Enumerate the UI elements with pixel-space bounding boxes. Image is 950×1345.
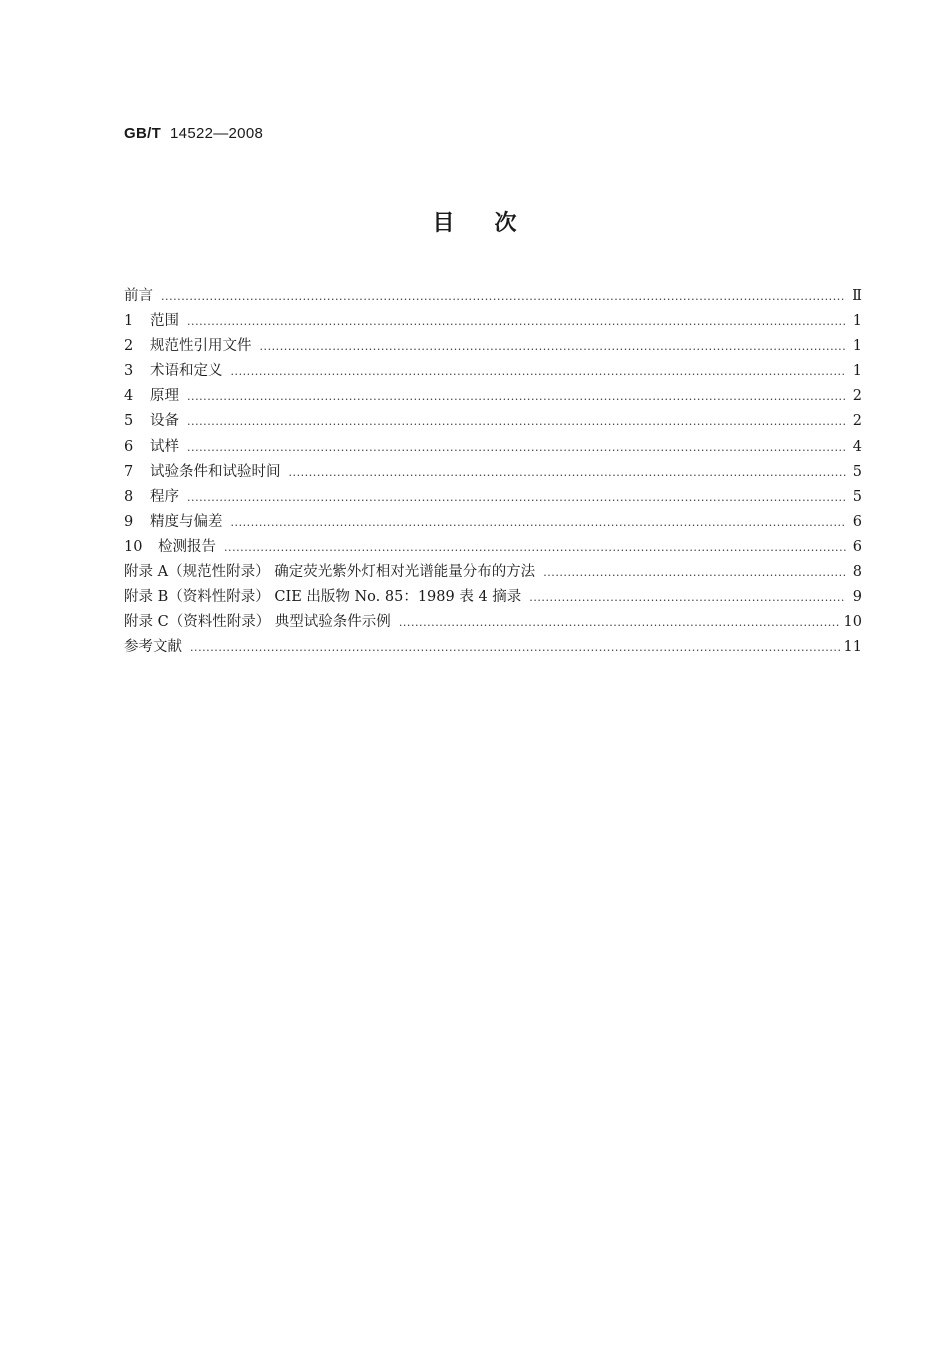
- toc-entry-1[interactable]: [124, 309, 862, 334]
- toc-entry-label: 设备: [150, 413, 179, 430]
- toc-dot-leader: [187, 388, 846, 404]
- toc-entry-number: 7: [124, 463, 134, 480]
- toc-entry-label: 规范性引用文件: [150, 338, 252, 355]
- standard-code: [124, 125, 263, 142]
- toc-entry-bibliography[interactable]: [124, 635, 862, 660]
- toc-entry-annex-a[interactable]: [124, 560, 862, 585]
- toc-entry-5[interactable]: [124, 409, 862, 434]
- toc-entry-page: 4: [852, 438, 862, 455]
- toc-entry-page: 6: [852, 513, 862, 530]
- toc-dot-leader: [543, 564, 846, 580]
- toc-entry-label: 程序: [150, 488, 179, 505]
- toc-entry-number: 4: [124, 388, 134, 405]
- standard-number: 14522—2008: [170, 125, 264, 142]
- toc-dot-leader: [187, 439, 846, 455]
- toc-entry-label: 精度与偏差: [150, 513, 223, 530]
- toc-entry-page: 11: [843, 639, 862, 656]
- toc-entry-number: 5: [124, 413, 134, 430]
- toc-dot-leader: [187, 313, 846, 329]
- toc-entry-page: 2: [852, 413, 862, 430]
- toc-entry-page: 10: [843, 614, 862, 631]
- toc-entry-page: 1: [852, 313, 862, 330]
- toc-list: [124, 284, 862, 660]
- toc-dot-leader: [529, 589, 846, 605]
- toc-entry-label: 原理: [150, 388, 179, 405]
- toc-entry-label: 术语和定义: [150, 363, 223, 380]
- toc-entry-8[interactable]: [124, 485, 862, 510]
- standard-prefix: GB/T: [124, 125, 162, 142]
- toc-entry-6[interactable]: [124, 435, 862, 460]
- toc-entry-label: 附录 A（规范性附录） 确定荧光紫外灯相对光谱能量分布的方法: [124, 564, 536, 581]
- toc-entry-label: 试验条件和试验时间: [150, 463, 281, 480]
- toc-entry-page: 1: [852, 363, 862, 380]
- toc-dot-leader: [399, 614, 840, 630]
- toc-entry-10[interactable]: [124, 535, 862, 560]
- toc-entry-annex-b[interactable]: [124, 585, 862, 610]
- toc-dot-leader: [187, 489, 846, 505]
- toc-entry-page: Ⅱ: [852, 288, 862, 304]
- toc-entry-label: 附录 C（资料性附录） 典型试验条件示例: [124, 614, 391, 631]
- toc-entry-page: 9: [852, 589, 862, 606]
- toc-entry-label: 范围: [150, 313, 179, 330]
- toc-dot-leader: [224, 539, 846, 555]
- toc-dot-leader: [161, 288, 846, 304]
- toc-dot-leader: [260, 338, 847, 354]
- toc-entry-number: 8: [124, 488, 134, 505]
- toc-entry-page: 6: [852, 538, 862, 555]
- toc-entry-4[interactable]: [124, 384, 862, 409]
- toc-entry-7[interactable]: [124, 460, 862, 485]
- toc-entry-page: 5: [852, 463, 862, 480]
- toc-entry-label: 附录 B（资料性附录） CIE 出版物 No. 85：1989 表 4 摘录: [124, 589, 522, 606]
- toc-dot-leader: [190, 639, 840, 655]
- toc-entry-foreword[interactable]: [124, 284, 862, 309]
- toc-entry-label: 前言: [124, 288, 153, 304]
- toc-entry-page: 5: [852, 488, 862, 505]
- toc-entry-number: 2: [124, 338, 134, 355]
- toc-entry-number: 10: [124, 538, 143, 555]
- toc-dot-leader: [231, 514, 847, 530]
- toc-entry-9[interactable]: [124, 510, 862, 535]
- toc-entry-3[interactable]: [124, 359, 862, 384]
- toc-entry-page: 8: [852, 564, 862, 581]
- toc-title: 目次: [432, 211, 557, 236]
- toc-entry-2[interactable]: [124, 334, 862, 359]
- toc-entry-number: 3: [124, 363, 134, 380]
- toc-entry-label: 试样: [150, 438, 179, 455]
- toc-dot-leader: [289, 464, 847, 480]
- toc-entry-label: 参考文献: [124, 639, 182, 656]
- toc-entry-number: 6: [124, 438, 134, 455]
- toc-dot-leader: [231, 363, 847, 379]
- toc-entry-annex-c[interactable]: [124, 610, 862, 635]
- toc-dot-leader: [187, 413, 846, 429]
- toc-entry-label: 检测报告: [158, 538, 216, 555]
- toc-entry-number: 9: [124, 513, 134, 530]
- toc-entry-page: 1: [852, 338, 862, 355]
- toc-entry-number: 1: [124, 313, 134, 330]
- toc-entry-page: 2: [852, 388, 862, 405]
